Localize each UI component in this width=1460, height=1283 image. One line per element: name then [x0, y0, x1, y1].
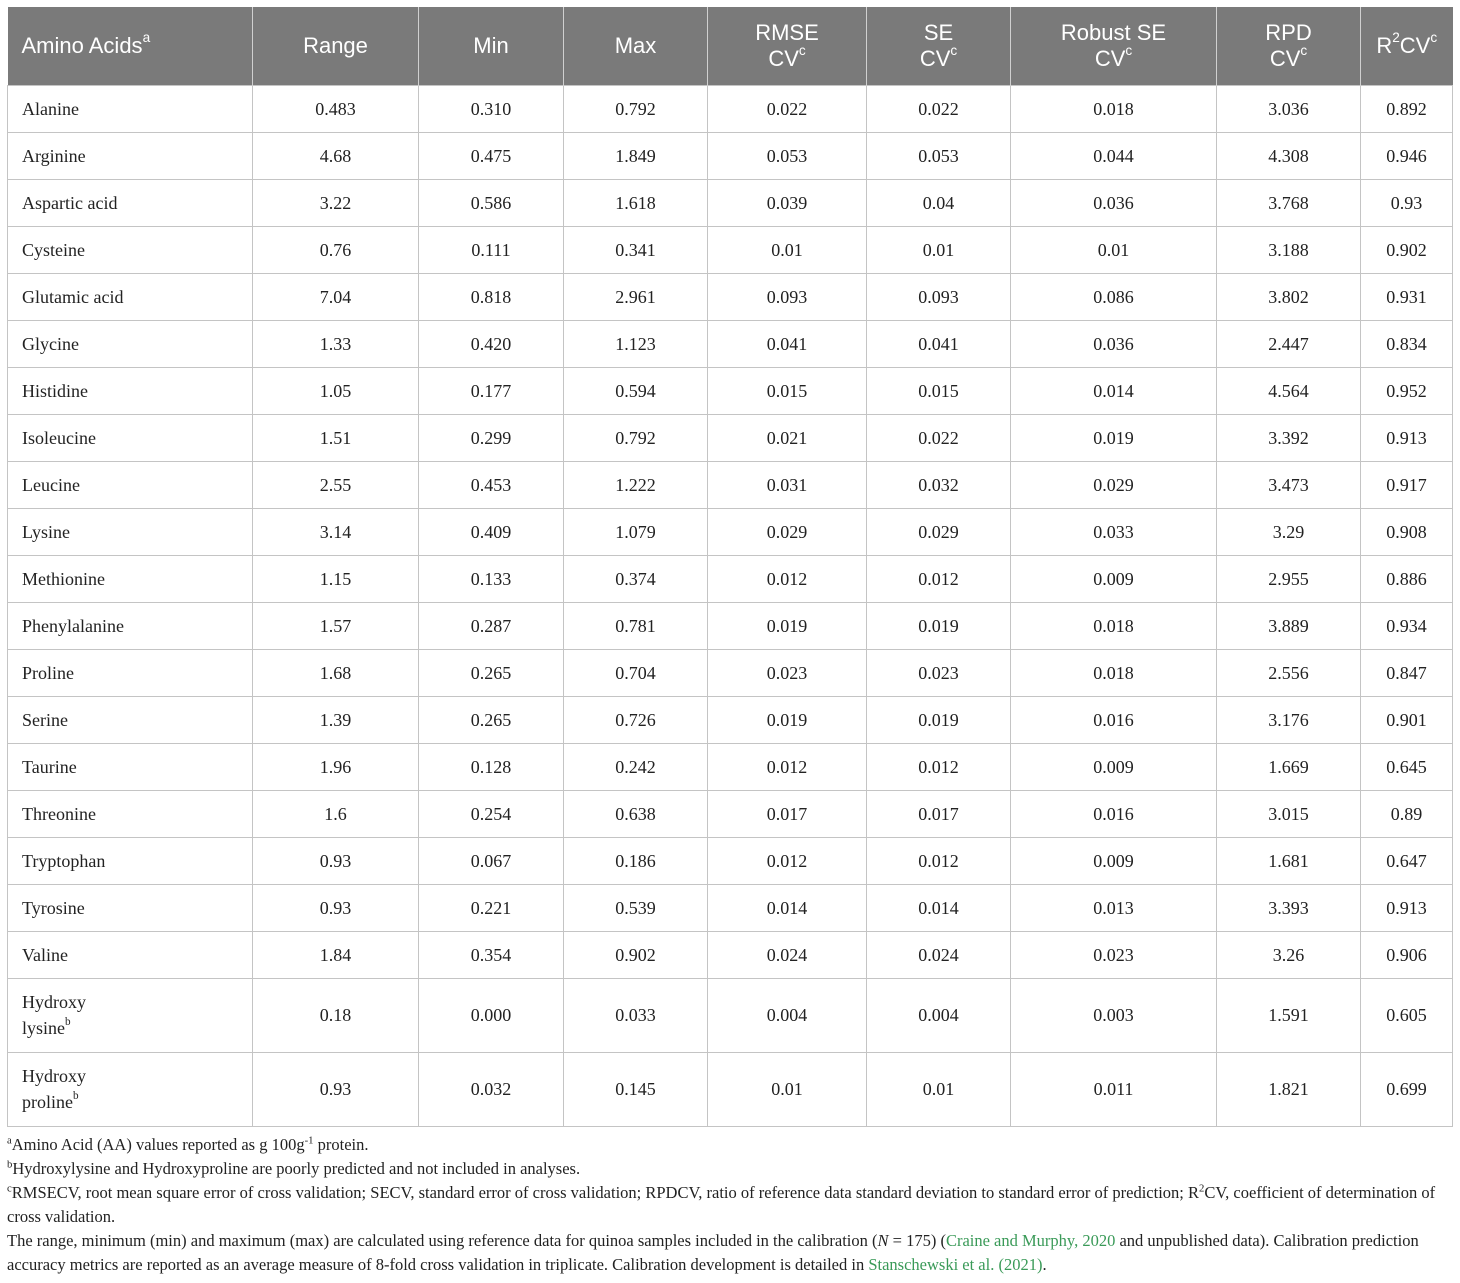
table-cell: 0.000 — [419, 978, 564, 1052]
table-row — [8, 461, 1453, 508]
table-cell: 0.019 — [867, 696, 1011, 743]
table-row — [8, 743, 1453, 790]
table-cell: 0.041 — [867, 320, 1011, 367]
name-text: Alanine — [22, 98, 79, 119]
table-cell: 0.022 — [708, 85, 867, 132]
table-row — [8, 367, 1453, 414]
table-cell: 0.186 — [564, 837, 708, 884]
table-cell: 0.023 — [867, 649, 1011, 696]
table-cell: 1.6 — [253, 790, 419, 837]
table-cell: 0.018 — [1011, 649, 1217, 696]
table-row — [8, 132, 1453, 179]
amino-acid-name — [8, 226, 253, 273]
table-cell: 3.473 — [1217, 461, 1361, 508]
table-cell: 0.015 — [867, 367, 1011, 414]
table-cell: 3.036 — [1217, 85, 1361, 132]
name-text: Threonine — [22, 803, 96, 824]
table-cell: 0.086 — [1011, 273, 1217, 320]
table-row — [8, 85, 1453, 132]
table-cell: 0.265 — [419, 649, 564, 696]
table-cell: 4.68 — [253, 132, 419, 179]
table-cell: 4.564 — [1217, 367, 1361, 414]
table-cell: 0.726 — [564, 696, 708, 743]
name-text: Glutamic acid — [22, 286, 124, 307]
table-cell: 0.019 — [708, 602, 867, 649]
table-header-row — [8, 7, 1453, 85]
table-row — [8, 696, 1453, 743]
table-cell: 0.133 — [419, 555, 564, 602]
table-cell: 0.023 — [708, 649, 867, 696]
table-cell: 0.539 — [564, 884, 708, 931]
name-part-1: Hydroxy — [22, 1066, 86, 1086]
table-cell: 4.308 — [1217, 132, 1361, 179]
table-cell: 0.053 — [708, 132, 867, 179]
table-cell: 0.036 — [1011, 320, 1217, 367]
table-cell: 0.067 — [419, 837, 564, 884]
table-cell: 2.556 — [1217, 649, 1361, 696]
table-cell: 0.031 — [708, 461, 867, 508]
name-text: Serine — [22, 709, 68, 730]
table-cell: 0.017 — [708, 790, 867, 837]
table-cell: 1.05 — [253, 367, 419, 414]
table-cell: 1.821 — [1217, 1052, 1361, 1126]
table-cell: 0.221 — [419, 884, 564, 931]
amino-acid-name — [8, 602, 253, 649]
table-cell: 0.834 — [1361, 320, 1453, 367]
table-cell: 0.354 — [419, 931, 564, 978]
table-row — [8, 320, 1453, 367]
table-cell: 0.299 — [419, 414, 564, 461]
table-cell: 0.902 — [564, 931, 708, 978]
table-cell: 0.012 — [867, 837, 1011, 884]
table-cell: 0.017 — [867, 790, 1011, 837]
table-cell: 0.01 — [867, 226, 1011, 273]
data-table-container — [7, 7, 1452, 1127]
amino-acid-name — [8, 320, 253, 367]
table-cell: 0.019 — [708, 696, 867, 743]
table-cell: 3.14 — [253, 508, 419, 555]
table-cell: 3.015 — [1217, 790, 1361, 837]
table-cell: 0.704 — [564, 649, 708, 696]
table-cell: 2.955 — [1217, 555, 1361, 602]
header-min: Min — [419, 7, 564, 85]
table-cell: 0.022 — [867, 414, 1011, 461]
table-cell: 0.254 — [419, 790, 564, 837]
table-cell: 0.886 — [1361, 555, 1453, 602]
table-cell: 1.222 — [564, 461, 708, 508]
name-text: Aspartic acid — [22, 192, 118, 213]
table-cell: 3.393 — [1217, 884, 1361, 931]
table-cell: 0.89 — [1361, 790, 1453, 837]
table-row — [8, 273, 1453, 320]
table-cell: 0.01 — [1011, 226, 1217, 273]
table-cell: 0.931 — [1361, 273, 1453, 320]
table-cell: 0.111 — [419, 226, 564, 273]
table-cell: 0.847 — [1361, 649, 1453, 696]
table-cell: 2.447 — [1217, 320, 1361, 367]
amino-acid-name — [8, 837, 253, 884]
table-cell: 0.014 — [867, 884, 1011, 931]
name-text: Glycine — [22, 333, 79, 354]
table-cell: 1.849 — [564, 132, 708, 179]
table-cell: 0.033 — [564, 978, 708, 1052]
table-cell: 0.242 — [564, 743, 708, 790]
header-rmsecv: RMSE $CV^c$ — [708, 7, 867, 85]
table-cell: 0.93 — [253, 837, 419, 884]
table-row — [8, 649, 1453, 696]
table-cell: 0.177 — [419, 367, 564, 414]
amino-acid-name — [8, 179, 253, 226]
header-rpdcv: RPD $CV^c$ — [1217, 7, 1361, 85]
table-cell: 0.420 — [419, 320, 564, 367]
table-cell: 0.01 — [867, 1052, 1011, 1126]
name-text: Isoleucine — [22, 427, 96, 448]
table-row — [8, 414, 1453, 461]
table-cell: 0.409 — [419, 508, 564, 555]
amino-acid-name — [8, 414, 253, 461]
table-cell: 0.032 — [419, 1052, 564, 1126]
table-cell: 0.946 — [1361, 132, 1453, 179]
table-cell: 0.901 — [1361, 696, 1453, 743]
table-cell: 0.93 — [253, 1052, 419, 1126]
table-cell: 0.024 — [867, 931, 1011, 978]
header-range: Range — [253, 7, 419, 85]
table-cell: 1.33 — [253, 320, 419, 367]
name-text: Histidine — [22, 380, 88, 401]
footnote-c: $^c$RMSECV, root mean square error of cross validation; SECV, standard error of cross validation; RPDCV, ratio of reference data standard deviation to standard error of prediction; $R^2CV$, coefficient of determination of cross validation. — [7, 1182, 1436, 1226]
citation-link-stanschewski[interactable]: Stanschewski et al. (2021) — [868, 1255, 1043, 1274]
name-text: Leucine — [22, 474, 80, 495]
table-cell: 0.003 — [1011, 978, 1217, 1052]
name-part-2: proline — [22, 1092, 73, 1112]
table-cell: 0.374 — [564, 555, 708, 602]
name-text: Taurine — [22, 756, 77, 777]
amino-acid-name — [8, 743, 253, 790]
table-cell: 0.011 — [1011, 1052, 1217, 1126]
name-text: Methionine — [22, 568, 105, 589]
table-cell: 0.018 — [1011, 602, 1217, 649]
table-cell: 0.041 — [708, 320, 867, 367]
table-cell: 0.952 — [1361, 367, 1453, 414]
table-cell: 0.310 — [419, 85, 564, 132]
table-cell: 0.76 — [253, 226, 419, 273]
table-cell: 0.016 — [1011, 696, 1217, 743]
table-cell: 0.012 — [708, 743, 867, 790]
table-cell: 0.021 — [708, 414, 867, 461]
table-cell: 0.647 — [1361, 837, 1453, 884]
table-footnotes — [7, 1133, 1453, 1277]
citation-link-craine-murphy[interactable]: Craine and Murphy, 2020 — [945, 1231, 1116, 1250]
table-cell: 1.96 — [253, 743, 419, 790]
header-max: Max — [564, 7, 708, 85]
name-part-1: Hydroxy — [22, 992, 86, 1012]
table-cell: 0.01 — [708, 1052, 867, 1126]
amino-acid-name — [8, 85, 253, 132]
amino-acid-name — [8, 696, 253, 743]
table-cell: 0.792 — [564, 85, 708, 132]
table-cell: 0.475 — [419, 132, 564, 179]
amino-acid-name — [8, 461, 253, 508]
header-secv: SE $CV^c$ — [867, 7, 1011, 85]
table-cell: 0.012 — [867, 743, 1011, 790]
table-cell: 0.645 — [1361, 743, 1453, 790]
table-cell: 0.012 — [708, 555, 867, 602]
table-cell: 0.781 — [564, 602, 708, 649]
name-text: Tryptophan — [22, 850, 106, 871]
table-cell: 1.39 — [253, 696, 419, 743]
header-robust-secv: Robust SE $CV^c$ — [1011, 7, 1217, 85]
table-cell: 0.605 — [1361, 978, 1453, 1052]
table-cell: 0.029 — [1011, 461, 1217, 508]
table-cell: 0.093 — [708, 273, 867, 320]
table-cell: 3.176 — [1217, 696, 1361, 743]
name-text: Arginine — [22, 145, 86, 166]
name-text: Phenylalanine — [22, 615, 124, 636]
table-cell: 0.908 — [1361, 508, 1453, 555]
table-cell: 0.586 — [419, 179, 564, 226]
table-cell: 1.15 — [253, 555, 419, 602]
table-cell: 0.012 — [708, 837, 867, 884]
table-cell: 1.68 — [253, 649, 419, 696]
table-cell: 0.023 — [1011, 931, 1217, 978]
table-cell: 1.57 — [253, 602, 419, 649]
table-cell: 1.079 — [564, 508, 708, 555]
table-cell: 0.906 — [1361, 931, 1453, 978]
table-cell: 0.022 — [867, 85, 1011, 132]
table-cell: 0.029 — [867, 508, 1011, 555]
table-cell: 0.699 — [1361, 1052, 1453, 1126]
table-cell: 0.024 — [708, 931, 867, 978]
table-cell: 0.029 — [708, 508, 867, 555]
table-cell: 0.01 — [708, 226, 867, 273]
table-row — [8, 837, 1453, 884]
table-cell: 3.802 — [1217, 273, 1361, 320]
name-text: Valine — [22, 944, 68, 965]
table-cell: 3.29 — [1217, 508, 1361, 555]
table-cell: 0.287 — [419, 602, 564, 649]
table-row — [8, 931, 1453, 978]
table-cell: 0.013 — [1011, 884, 1217, 931]
name-text: Tyrosine — [22, 897, 85, 918]
table-cell: 3.392 — [1217, 414, 1361, 461]
table-cell: 0.053 — [867, 132, 1011, 179]
table-cell: 0.934 — [1361, 602, 1453, 649]
footnote-b: $^b$Hydroxylysine and Hydroxyproline are poorly predicted and not included in analyses. — [7, 1158, 581, 1178]
table-cell: 0.019 — [1011, 414, 1217, 461]
table-cell: 0.033 — [1011, 508, 1217, 555]
table-cell: 0.594 — [564, 367, 708, 414]
amino-acid-table — [7, 7, 1453, 1127]
table-cell: 0.638 — [564, 790, 708, 837]
name-text: Proline — [22, 662, 74, 683]
table-cell: 0.039 — [708, 179, 867, 226]
table-cell: 0.18 — [253, 978, 419, 1052]
table-cell: 0.483 — [253, 85, 419, 132]
table-cell: 0.014 — [1011, 367, 1217, 414]
name-text: Cysteine — [22, 239, 85, 260]
table-cell: 0.892 — [1361, 85, 1453, 132]
table-cell: 1.84 — [253, 931, 419, 978]
table-cell: 0.015 — [708, 367, 867, 414]
name-text: Lysine — [22, 521, 70, 542]
amino-acid-name — [8, 884, 253, 931]
table-row — [8, 978, 1453, 1052]
amino-acid-name — [8, 508, 253, 555]
table-cell: 0.93 — [1361, 179, 1453, 226]
table-cell: 0.818 — [419, 273, 564, 320]
table-row — [8, 1052, 1453, 1126]
table-cell: 0.265 — [419, 696, 564, 743]
table-cell: 3.22 — [253, 179, 419, 226]
footnote-calibration: The range, minimum (min) and maximum (max) are calculated using reference data for quinoa samples included in the calibration (N = 175) (Craine and Murphy, 2020 and unpublished data). Calibration prediction accuracy metrics are reported as an average measure of 8-fold cross validation in triplicate. Calibration development is detailed in Stanschewski et al. (2021). — [7, 1231, 1419, 1274]
table-cell: 2.55 — [253, 461, 419, 508]
table-cell: 0.018 — [1011, 85, 1217, 132]
table-cell: 0.009 — [1011, 555, 1217, 602]
name-footnote-mark: b — [65, 1015, 71, 1028]
amino-acid-name — [8, 931, 253, 978]
table-cell: 1.591 — [1217, 978, 1361, 1052]
table-cell: 0.014 — [708, 884, 867, 931]
amino-acid-name — [8, 132, 253, 179]
table-cell: 0.044 — [1011, 132, 1217, 179]
table-cell: 0.913 — [1361, 414, 1453, 461]
table-cell: 0.012 — [867, 555, 1011, 602]
header-r2cv: $R^2CV^c$ — [1361, 7, 1453, 85]
table-cell: 0.913 — [1361, 884, 1453, 931]
table-cell: 1.51 — [253, 414, 419, 461]
table-cell: 3.188 — [1217, 226, 1361, 273]
table-cell: 0.009 — [1011, 743, 1217, 790]
amino-acid-name — [8, 367, 253, 414]
amino-acid-name — [8, 649, 253, 696]
table-cell: 0.016 — [1011, 790, 1217, 837]
table-cell: 3.26 — [1217, 931, 1361, 978]
table-cell: 0.917 — [1361, 461, 1453, 508]
table-row — [8, 884, 1453, 931]
table-cell: 3.889 — [1217, 602, 1361, 649]
table-cell: 0.004 — [708, 978, 867, 1052]
table-cell: 7.04 — [253, 273, 419, 320]
amino-acid-name — [8, 790, 253, 837]
table-body — [8, 85, 1453, 1126]
table-row — [8, 226, 1453, 273]
table-cell: 0.009 — [1011, 837, 1217, 884]
table-cell: 2.961 — [564, 273, 708, 320]
table-row — [8, 602, 1453, 649]
table-cell: 0.032 — [867, 461, 1011, 508]
amino-acid-name — [8, 1052, 253, 1126]
table-row — [8, 508, 1453, 555]
table-cell: 0.093 — [867, 273, 1011, 320]
amino-acid-name — [8, 273, 253, 320]
amino-acid-name — [8, 555, 253, 602]
table-cell: 0.341 — [564, 226, 708, 273]
table-cell: 0.019 — [867, 602, 1011, 649]
table-cell: 0.128 — [419, 743, 564, 790]
table-cell: 0.036 — [1011, 179, 1217, 226]
table-cell: 1.618 — [564, 179, 708, 226]
table-cell: 1.123 — [564, 320, 708, 367]
table-row — [8, 790, 1453, 837]
table-cell: 1.681 — [1217, 837, 1361, 884]
name-part-2: lysine — [22, 1018, 65, 1038]
table-cell: 1.669 — [1217, 743, 1361, 790]
table-cell: 0.004 — [867, 978, 1011, 1052]
table-cell: 0.453 — [419, 461, 564, 508]
header-amino-acids: Amino Acids$^a$ — [8, 7, 253, 85]
table-cell: 0.04 — [867, 179, 1011, 226]
table-cell: 0.902 — [1361, 226, 1453, 273]
table-cell: 0.145 — [564, 1052, 708, 1126]
table-cell: 0.792 — [564, 414, 708, 461]
table-row — [8, 555, 1453, 602]
footnote-a: $^a$Amino Acid (AA) values reported as g $100g^{-1}$ protein. — [7, 1134, 369, 1154]
table-cell: 3.768 — [1217, 179, 1361, 226]
amino-acid-name — [8, 978, 253, 1052]
table-row — [8, 179, 1453, 226]
name-footnote-mark: b — [73, 1089, 79, 1102]
table-cell: 0.93 — [253, 884, 419, 931]
